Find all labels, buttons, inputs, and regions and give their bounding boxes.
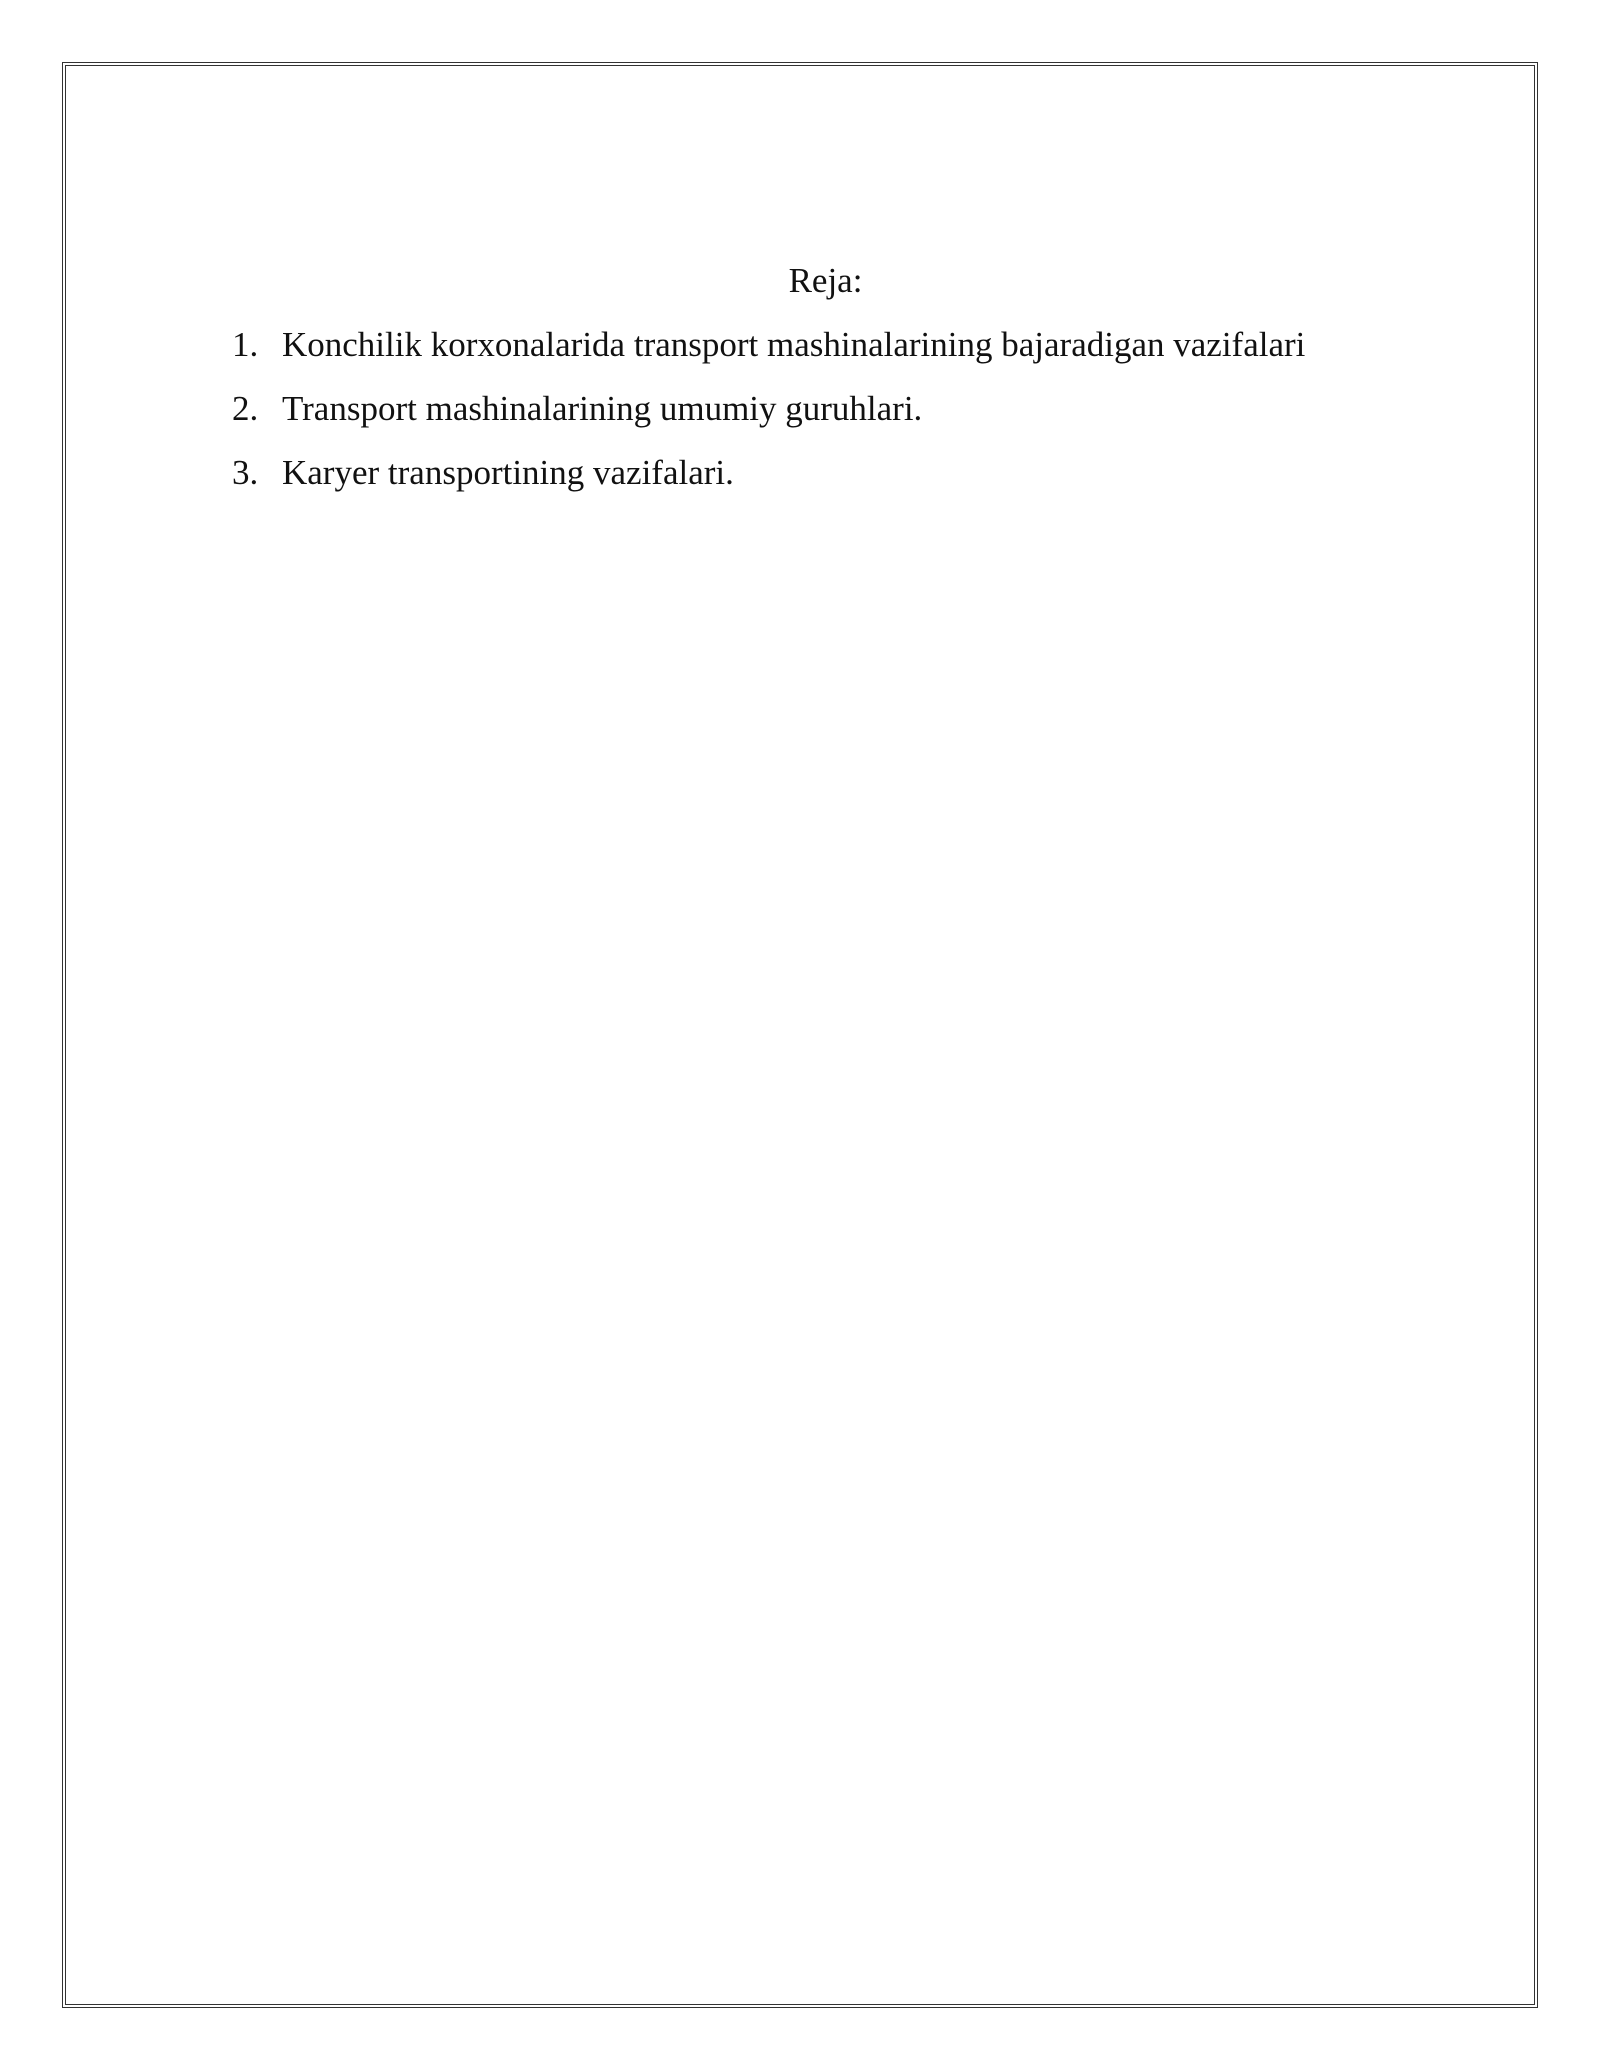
plan-item-number: 1. <box>232 325 259 364</box>
plan-item-2 <box>232 386 1305 432</box>
plan-item-text: Transport mashinalarining umumiy guruhlari. <box>282 389 923 428</box>
plan-item-text: Karyer transportining vazifalari. <box>282 453 734 492</box>
plan-item-3 <box>232 450 1305 496</box>
plan-item-number: 3. <box>232 453 259 492</box>
plan-item-number: 2. <box>232 389 259 428</box>
plan-item-1 <box>232 322 1305 368</box>
plan-item-text: Konchilik korxonalarida transport mashinalarining bajaradigan vazifalari <box>282 325 1306 364</box>
plan-title: Reja: <box>788 261 863 300</box>
plan-list <box>232 322 1305 514</box>
